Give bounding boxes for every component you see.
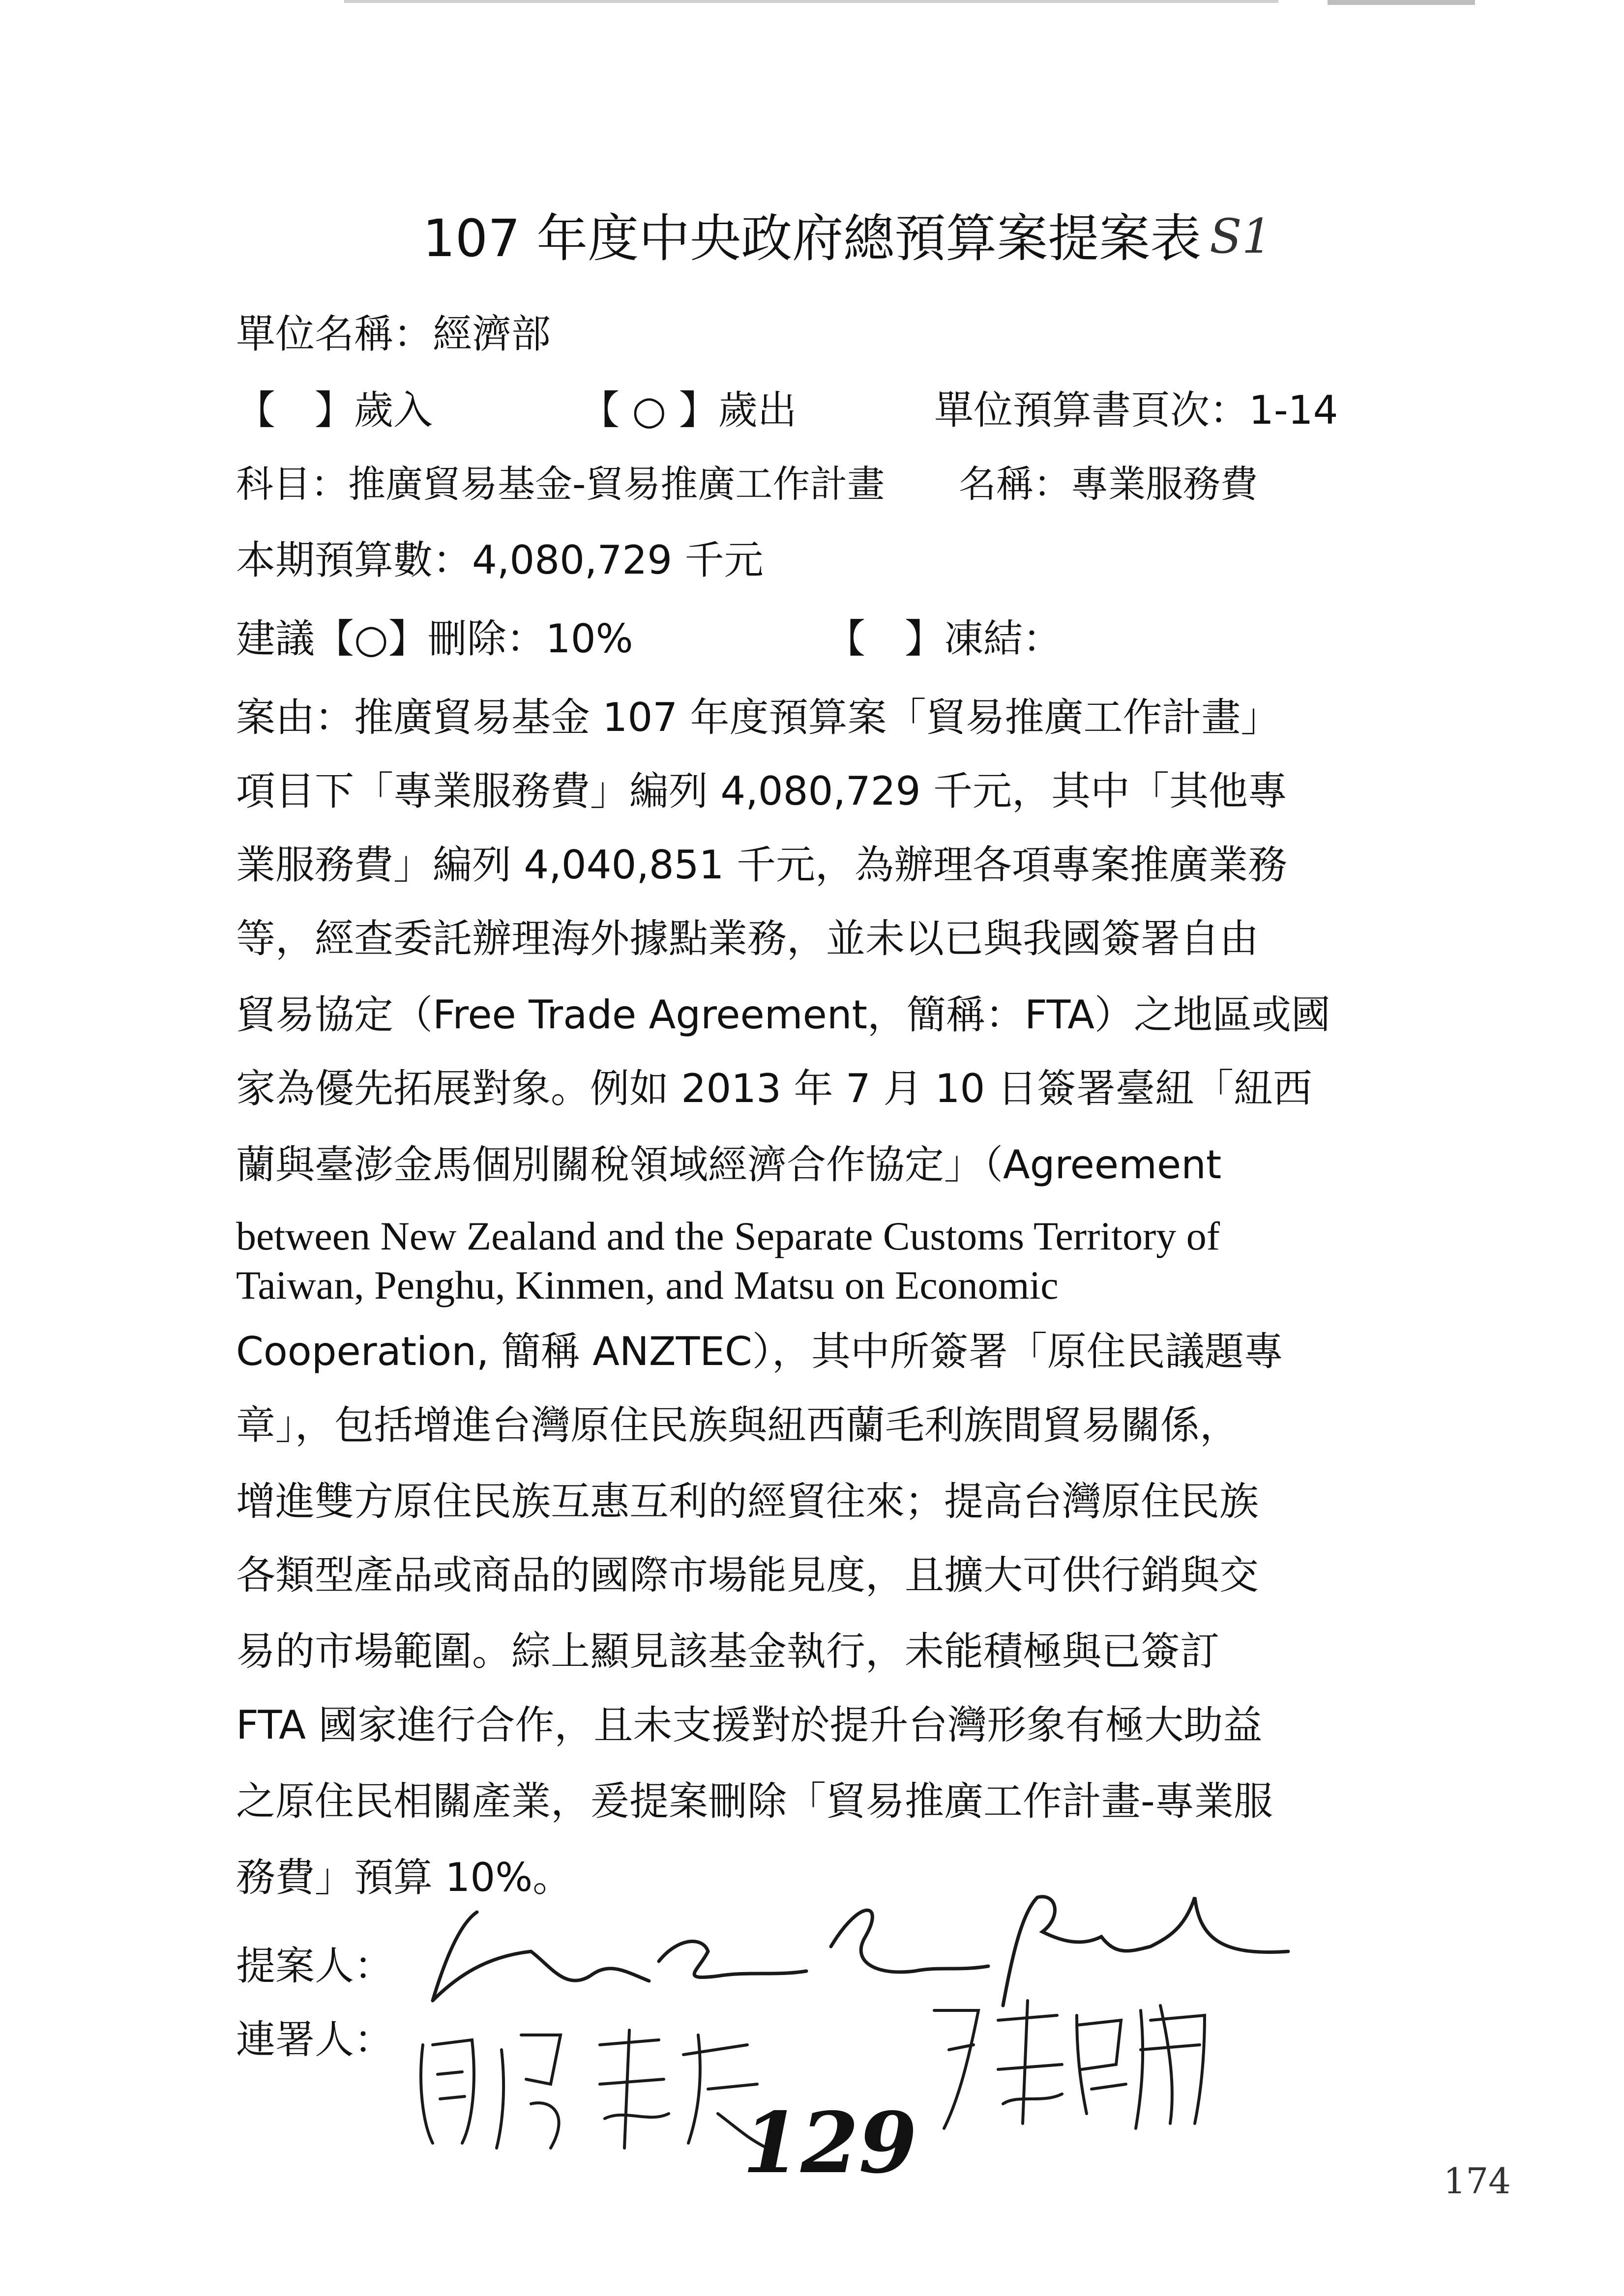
body-line: 各類型產品或商品的國際市場能見度，且擴大可供行銷與交 [236,1552,1259,1598]
body-line: 等，經查委託辦理海外據點業務，並未以已與我國簽署自由 [236,916,1259,961]
page-number: 174 [1443,2160,1511,2202]
body-line: FTA 國家進行合作，且未支援對於提升台灣形象有極大助益 [236,1702,1263,1748]
budget-page-reference: 單位預算書頁次：1-14 [934,387,1338,433]
body-line: Taiwan, Penghu, Kinmen, and Matsu on Economic [236,1263,1059,1308]
cosigner-label: 連署人： [236,2017,393,2063]
body-line: 增進雙方原住民族互惠互利的經貿往來；提高台灣原住民族 [236,1479,1259,1524]
subject-line: 科目：推廣貿易基金-貿易推廣工作計畫 [236,462,885,506]
cosigner-signature-1 [403,2015,777,2163]
unit-name: 單位名稱：經濟部 [236,311,551,357]
body-line: 務費」預算 10%。 [236,1855,572,1900]
body-line: 蘭與臺澎金馬個別關稅領域經濟合作協定」（Agreement [236,1142,1222,1188]
body-line: 易的市場範圍。綜上顯見該基金執行，未能積極與已簽訂 [236,1628,1219,1674]
current-budget-amount: 本期預算數：4,080,729 千元 [236,537,764,583]
form-title: 107 年度中央政府總預算案提案表 [422,208,1202,268]
handwritten-number: 129 [742,2094,917,2192]
cosigner-signature-2 [915,1991,1219,2138]
item-name: 名稱：專業服務費 [959,462,1258,506]
body-line: 貿易協定（Free Trade Agreement，簡稱：FTA）之地區或國 [236,992,1330,1038]
suggest-delete: 建議【○】刪除：10% [236,616,633,662]
revenue-checkbox-label: 【 】歲入 [236,387,433,433]
freeze-option: 【 】凍結： [826,616,1062,662]
proposer-label: 提案人： [236,1943,393,1989]
body-line: 業服務費」編列 4,040,851 千元，為辦理各項專案推廣業務 [236,842,1288,888]
body-line: 章」，包括增進台灣原住民族與紐西蘭毛利族間貿易關係， [236,1402,1239,1448]
scan-edge-artifact [0,0,1624,9]
body-line: Cooperation, 簡稱 ANZTEC），其中所簽署「原住民議題專 [236,1329,1283,1374]
body-line: 項目下「專業服務費」編列 4,080,729 千元，其中「其他專 [236,768,1288,814]
body-line: 之原住民相關產業，爰提案刪除「貿易推廣工作計畫-專業服 [236,1778,1273,1824]
body-line: between New Zealand and the Separate Customs Territory of [236,1214,1220,1258]
expenditure-checkbox-label: 【 ○ 】歲出 [580,387,797,433]
corner-handwritten-mark: S1 [1210,209,1272,264]
body-line: 家為優先拓展對象。例如 2013 年 7 月 10 日簽署臺紐「紐西 [236,1066,1312,1111]
body-line: 案由：推廣貿易基金 107 年度預算案「貿易推廣工作計畫」 [236,695,1280,740]
